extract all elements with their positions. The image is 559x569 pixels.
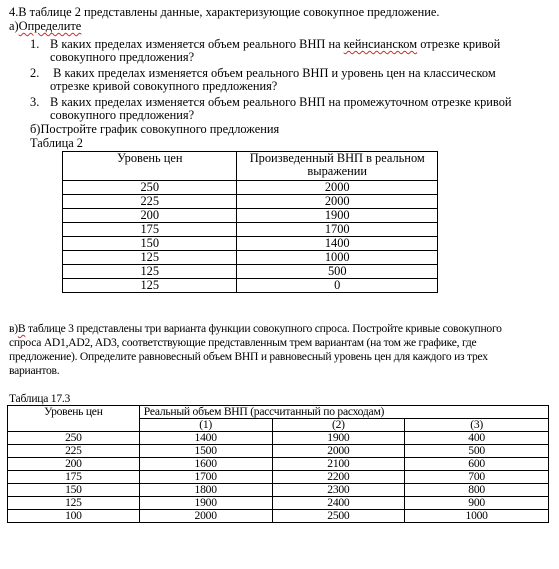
table-row (8, 458, 549, 471)
part-b-prefix: б) (30, 122, 41, 136)
gnp-variant-1-cell: 1900 (139, 497, 272, 510)
price-level-cell: 175 (8, 471, 140, 484)
gnp-cell: 500 (237, 265, 438, 279)
price-level-cell: 250 (63, 181, 237, 195)
column-header-price: Уровень цен (8, 406, 140, 432)
question-number: 1. (30, 37, 40, 51)
gnp-variant-1-cell: 2000 (139, 510, 272, 523)
table-row (8, 432, 549, 445)
question-text: В каких пределах изменяется объем реального ВНП и уровень цен на классическом (50, 66, 496, 80)
gnp-cell: 2000 (237, 181, 438, 195)
gnp-variant-3-cell: 600 (405, 458, 549, 471)
table-row (63, 251, 438, 265)
gnp-cell: 1700 (237, 223, 438, 237)
question-1-line-2: совокупного предложения? (50, 50, 195, 64)
part-b-text: Постройте график совокупного предложения (40, 122, 280, 136)
table3-title: Таблица 17.3 (9, 392, 71, 405)
gnp-variant-1-cell: 1400 (139, 432, 272, 445)
subheader-1: (1) (139, 419, 272, 432)
gnp-variant-3-cell: 700 (405, 471, 549, 484)
part-c-line-2: спроса AD1,AD2, AD3, соответствующие представленным трем вариантам (на том же графике, где (9, 336, 477, 349)
table-row (63, 279, 438, 293)
gnp-variant-1-cell: 1600 (139, 458, 272, 471)
table-row (8, 471, 549, 484)
question-3-line-2: совокупного предложения? (50, 108, 195, 122)
gnp-cell: 2000 (237, 195, 438, 209)
part-c-text: таблице 3 представлены три варианта функции совокупного спроса. Постройте кривые совокупного (25, 322, 502, 335)
table-3 (7, 405, 549, 523)
price-level-cell: 125 (63, 251, 237, 265)
gnp-variant-3-cell: 500 (405, 445, 549, 458)
part-c-prefix: в) (9, 322, 18, 335)
price-level-cell: 125 (63, 265, 237, 279)
gnp-variant-2-cell: 2500 (272, 510, 405, 523)
table-row (63, 181, 438, 195)
table-row (8, 484, 549, 497)
question-keyword: кейнсианском (343, 37, 418, 51)
price-level-cell: 250 (8, 432, 140, 445)
gnp-variant-2-cell: 1900 (272, 432, 405, 445)
table-row (63, 237, 438, 251)
part-a-word: Определите (18, 19, 82, 33)
table-row (8, 497, 549, 510)
price-level-cell: 200 (8, 458, 140, 471)
table-row (63, 265, 438, 279)
gnp-variant-3-cell: 400 (405, 432, 549, 445)
gnp-variant-2-cell: 2400 (272, 497, 405, 510)
table-row (8, 445, 549, 458)
question-number: 3. (30, 95, 40, 109)
table-row (63, 209, 438, 223)
gnp-variant-1-cell: 1700 (139, 471, 272, 484)
subheader-3: (3) (405, 419, 549, 432)
gnp-cell: 1900 (237, 209, 438, 223)
gnp-cell: 1400 (237, 237, 438, 251)
question-text: В каких пределах изменяется объем реального ВНП на (50, 37, 344, 51)
price-level-cell: 125 (63, 279, 237, 293)
table2-title: Таблица 2 (30, 136, 83, 150)
question-2 (30, 66, 496, 80)
part-c-line-1 (9, 322, 502, 335)
gnp-variant-1-cell: 1500 (139, 445, 272, 458)
question-1 (30, 37, 500, 51)
price-level-cell: 150 (63, 237, 237, 251)
question-2-line-2: отрезке кривой совокупного предложения? (50, 79, 278, 93)
price-level-cell: 150 (8, 484, 140, 497)
gnp-variant-2-cell: 2000 (272, 445, 405, 458)
price-level-cell: 225 (63, 195, 237, 209)
part-c-line-3: предложение). Определите равновесный объем ВНП и равновесный уровень цен для каждого из трех (9, 350, 488, 363)
part-b-label (30, 122, 279, 136)
task-heading: 4.В таблице 2 представлены данные, характеризующие совокупное предложение. (9, 5, 440, 19)
part-a-prefix: а) (9, 19, 19, 33)
gnp-variant-2-cell: 2300 (272, 484, 405, 497)
part-a-label (9, 19, 81, 33)
gnp-variant-3-cell: 900 (405, 497, 549, 510)
part-c-line-4: вариантов. (9, 364, 60, 377)
table-2 (62, 151, 438, 293)
gnp-cell: 1000 (237, 251, 438, 265)
table-row (63, 223, 438, 237)
table-row (8, 510, 549, 523)
price-level-cell: 125 (8, 497, 140, 510)
column-header-gnp: Произведенный ВНП в реальном выражении (237, 152, 438, 181)
question-3 (30, 95, 512, 109)
question-text: отрезке кривой (417, 37, 501, 51)
gnp-variant-1-cell: 1800 (139, 484, 272, 497)
column-header-price: Уровень цен (63, 152, 237, 181)
gnp-variant-3-cell: 800 (405, 484, 549, 497)
question-text: В каких пределах изменяется объем реального ВНП на промежуточном отрезке кривой (50, 95, 512, 109)
part-c-first-word: В (17, 322, 26, 335)
question-number: 2. (30, 66, 40, 80)
subheader-2: (2) (272, 419, 405, 432)
gnp-variant-2-cell: 2100 (272, 458, 405, 471)
price-level-cell: 175 (63, 223, 237, 237)
gnp-variant-2-cell: 2200 (272, 471, 405, 484)
price-level-cell: 225 (8, 445, 140, 458)
price-level-cell: 100 (8, 510, 140, 523)
price-level-cell: 200 (63, 209, 237, 223)
gnp-cell: 0 (237, 279, 438, 293)
column-header-gnp: Реальный объем ВНП (рассчитанный по расходам) (139, 406, 548, 419)
gnp-variant-3-cell: 1000 (405, 510, 549, 523)
table-row (63, 195, 438, 209)
